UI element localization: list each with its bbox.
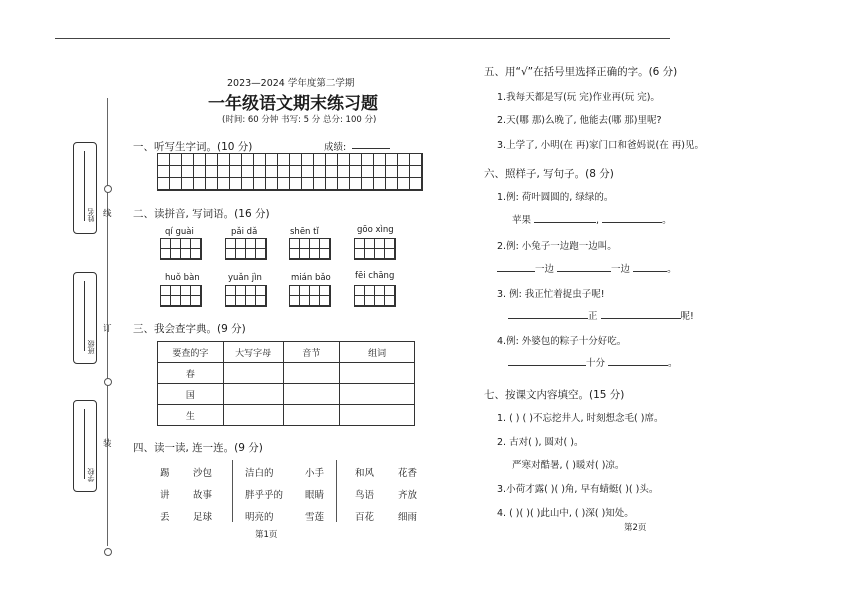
grid-cell[interactable] xyxy=(171,239,181,249)
grid-cell[interactable] xyxy=(326,178,338,190)
match-item[interactable]: 细雨 xyxy=(398,512,418,523)
grid-cell[interactable] xyxy=(410,166,422,178)
answer-cell[interactable] xyxy=(340,384,415,405)
grid-cell[interactable] xyxy=(236,239,246,249)
lookup-char: 国 xyxy=(158,384,224,405)
answer-blank[interactable] xyxy=(497,271,535,272)
grid-cell[interactable] xyxy=(161,296,171,306)
answer-blank[interactable] xyxy=(557,271,611,272)
grid-cell[interactable] xyxy=(206,154,218,166)
grid-cell[interactable] xyxy=(290,239,300,249)
name-label: 姓名 xyxy=(87,208,95,222)
grid-cell[interactable] xyxy=(226,249,236,259)
grid-cell[interactable] xyxy=(170,154,182,166)
grid-cell[interactable] xyxy=(181,239,191,249)
grid-cell[interactable] xyxy=(300,286,310,296)
grid-cell[interactable] xyxy=(374,178,386,190)
grid-cell[interactable] xyxy=(218,166,230,178)
answer-blank[interactable] xyxy=(534,222,596,223)
prompt-word: 一边 xyxy=(611,264,631,275)
match-item[interactable]: 踢 xyxy=(160,468,170,479)
grid-cell[interactable] xyxy=(310,286,320,296)
pinyin-answer-box[interactable] xyxy=(160,238,202,260)
pinyin-answer-box[interactable] xyxy=(354,285,396,307)
exam-meta: (时间: 60 分钟 书写: 5 分 总分: 100 分) xyxy=(222,115,377,125)
pinyin-answer-box[interactable] xyxy=(354,238,396,260)
match-item[interactable]: 胖乎乎的 xyxy=(245,490,284,501)
grid-cell[interactable] xyxy=(181,286,191,296)
grid-cell[interactable] xyxy=(314,178,326,190)
dictionary-table xyxy=(157,341,415,426)
grid-cell[interactable] xyxy=(218,154,230,166)
answer-line xyxy=(508,355,678,369)
match-item[interactable]: 丢 xyxy=(160,512,170,523)
grid-cell[interactable] xyxy=(310,296,320,306)
column-header: 要查的字 xyxy=(158,342,224,363)
match-item[interactable]: 故事 xyxy=(193,490,213,501)
grid-cell[interactable] xyxy=(365,286,375,296)
grid-cell[interactable] xyxy=(386,166,398,178)
punct: 。 xyxy=(662,215,672,226)
grid-cell[interactable] xyxy=(386,178,398,190)
grid-cell[interactable] xyxy=(206,166,218,178)
grid-cell[interactable] xyxy=(300,239,310,249)
grid-cell[interactable] xyxy=(374,166,386,178)
pinyin-answer-box[interactable] xyxy=(225,238,267,260)
grid-cell[interactable] xyxy=(355,249,365,259)
answer-cell[interactable] xyxy=(223,363,283,384)
grid-cell[interactable] xyxy=(375,296,385,306)
page-title: 一年级语文期末练习题 xyxy=(208,94,378,114)
grid-cell[interactable] xyxy=(242,154,254,166)
answer-cell[interactable] xyxy=(283,363,340,384)
grid-cell[interactable] xyxy=(355,286,365,296)
grid-cell[interactable] xyxy=(256,239,266,249)
prompt-word: 一边 xyxy=(535,264,555,275)
pinyin-label: qí guài xyxy=(165,227,194,237)
answer-cell[interactable] xyxy=(340,405,415,426)
pinyin-answer-box[interactable] xyxy=(225,285,267,307)
prompt-word: 正 xyxy=(588,311,598,322)
match-item[interactable]: 和风 xyxy=(355,468,375,479)
school-label: 学校 xyxy=(87,468,95,482)
grid-cell[interactable] xyxy=(290,154,302,166)
match-item[interactable]: 小手 xyxy=(305,468,325,479)
section-3-title: 三、我会查字典。(9 分) xyxy=(133,323,246,335)
grid-cell[interactable] xyxy=(350,154,362,166)
example-text: 4.例: 外婆包的粽子十分好吃。 xyxy=(497,336,627,347)
answer-cell[interactable] xyxy=(283,384,340,405)
punct: , xyxy=(596,215,600,226)
grid-cell[interactable] xyxy=(254,166,266,178)
question-text: 2. 古对( ), 圆对( )。 xyxy=(497,437,584,448)
dictation-grid[interactable] xyxy=(157,153,423,191)
grid-cell[interactable] xyxy=(362,154,374,166)
grid-cell[interactable] xyxy=(181,296,191,306)
binding-hole xyxy=(104,548,112,556)
grid-cell[interactable] xyxy=(320,286,330,296)
grid-cell[interactable] xyxy=(365,296,375,306)
grid-cell[interactable] xyxy=(226,286,236,296)
table-row xyxy=(158,363,415,384)
grid-cell[interactable] xyxy=(181,249,191,259)
grid-cell[interactable] xyxy=(246,239,256,249)
grid-cell[interactable] xyxy=(355,239,365,249)
grid-cell[interactable] xyxy=(170,166,182,178)
score-blank[interactable] xyxy=(352,148,390,149)
grid-cell[interactable] xyxy=(375,286,385,296)
grid-cell[interactable] xyxy=(236,296,246,306)
grid-cell[interactable] xyxy=(246,296,256,306)
pinyin-answer-box[interactable] xyxy=(289,238,331,260)
grid-cell[interactable] xyxy=(161,249,171,259)
match-item[interactable]: 洁白的 xyxy=(245,468,274,479)
question-text: 1. ( ) ( )不忘挖井人, 时刻想念毛( )席。 xyxy=(497,413,664,424)
grid-cell[interactable] xyxy=(254,178,266,190)
grid-cell[interactable] xyxy=(314,154,326,166)
grid-cell[interactable] xyxy=(385,249,395,259)
pinyin-label: pǎi dǎ xyxy=(231,227,258,237)
grid-cell[interactable] xyxy=(338,178,350,190)
grid-cell[interactable] xyxy=(355,296,365,306)
grid-cell[interactable] xyxy=(171,296,181,306)
grid-cell[interactable] xyxy=(410,154,422,166)
answer-cell[interactable] xyxy=(340,363,415,384)
answer-blank[interactable] xyxy=(633,271,667,272)
grid-cell[interactable] xyxy=(385,239,395,249)
binding-hole xyxy=(104,378,112,386)
match-item[interactable]: 明亮的 xyxy=(245,512,274,523)
grid-cell[interactable] xyxy=(191,249,201,259)
pinyin-label: yuǎn jìn xyxy=(228,273,262,283)
answer-cell[interactable] xyxy=(223,384,283,405)
grid-cell[interactable] xyxy=(398,154,410,166)
grid-cell[interactable] xyxy=(206,178,218,190)
grid-cell[interactable] xyxy=(182,166,194,178)
grid-cell[interactable] xyxy=(242,166,254,178)
grid-cell[interactable] xyxy=(290,296,300,306)
match-item[interactable]: 足球 xyxy=(193,512,213,523)
page-number-2: 第2页 xyxy=(624,523,647,533)
match-item[interactable]: 花香 xyxy=(398,468,418,479)
grid-cell[interactable] xyxy=(290,178,302,190)
grid-cell[interactable] xyxy=(226,239,236,249)
grid-cell[interactable] xyxy=(266,166,278,178)
lookup-char: 生 xyxy=(158,405,224,426)
grid-cell[interactable] xyxy=(310,239,320,249)
section-2-title: 二、读拼音, 写词语。(16 分) xyxy=(133,208,270,220)
grid-cell[interactable] xyxy=(194,154,206,166)
lookup-char: 春 xyxy=(158,363,224,384)
match-item[interactable]: 齐放 xyxy=(398,490,418,501)
punct: 。 xyxy=(668,358,678,369)
pinyin-label: huǒ bàn xyxy=(165,273,200,283)
grid-cell[interactable] xyxy=(385,296,395,306)
term-label: 2023—2024 学年度第二学期 xyxy=(227,78,355,89)
column-header: 组词 xyxy=(340,342,415,363)
grid-cell[interactable] xyxy=(320,296,330,306)
pinyin-label: fēi chāng xyxy=(355,271,395,281)
grid-cell[interactable] xyxy=(338,166,350,178)
match-item[interactable]: 鸟语 xyxy=(355,490,375,501)
grid-cell[interactable] xyxy=(161,239,171,249)
grid-cell[interactable] xyxy=(158,178,170,190)
pinyin-answer-box[interactable] xyxy=(289,285,331,307)
grid-cell[interactable] xyxy=(374,154,386,166)
grid-cell[interactable] xyxy=(310,249,320,259)
grid-cell[interactable] xyxy=(226,296,236,306)
grid-cell[interactable] xyxy=(326,166,338,178)
grid-cell[interactable] xyxy=(326,154,338,166)
grid-cell[interactable] xyxy=(256,296,266,306)
grid-cell[interactable] xyxy=(302,154,314,166)
answer-blank[interactable] xyxy=(508,365,586,366)
grid-cell[interactable] xyxy=(266,178,278,190)
column-header: 大写字母 xyxy=(223,342,283,363)
grid-cell[interactable] xyxy=(350,178,362,190)
grid-cell[interactable] xyxy=(191,286,201,296)
grid-cell[interactable] xyxy=(230,178,242,190)
grid-cell[interactable] xyxy=(171,249,181,259)
prompt-word: 十分 xyxy=(586,358,606,369)
question-text: 3.小荷才露( )( )角, 早有蜻蜓( )( )头。 xyxy=(497,484,659,495)
column-header: 音节 xyxy=(283,342,340,363)
answer-blank[interactable] xyxy=(608,365,668,366)
grid-cell[interactable] xyxy=(365,249,375,259)
grid-cell[interactable] xyxy=(386,154,398,166)
grid-cell[interactable] xyxy=(350,166,362,178)
binding-mark: 订 xyxy=(103,324,112,334)
grid-cell[interactable] xyxy=(230,154,242,166)
grid-cell[interactable] xyxy=(158,154,170,166)
grid-cell[interactable] xyxy=(398,178,410,190)
grid-cell[interactable] xyxy=(161,286,171,296)
column-divider xyxy=(336,460,337,522)
score-label: 成绩: xyxy=(324,142,347,153)
match-item[interactable]: 百花 xyxy=(355,512,375,523)
answer-cell[interactable] xyxy=(283,405,340,426)
class-label: 班级 xyxy=(87,340,95,354)
grid-cell[interactable] xyxy=(242,178,254,190)
question-text: 3.上学了, 小明(在 再)家门口和爸妈说(在 再)见。 xyxy=(497,140,704,151)
question-text: 1.我每天都是写(玩 完)作业再(玩 完)。 xyxy=(497,92,660,103)
grid-cell[interactable] xyxy=(365,239,375,249)
grid-cell[interactable] xyxy=(362,178,374,190)
answer-line xyxy=(497,261,677,275)
punct: 。 xyxy=(667,264,677,275)
question-text: 2.天(哪 那)么晚了, 他能去(哪 那)里呢? xyxy=(497,115,662,126)
grid-cell[interactable] xyxy=(290,249,300,259)
grid-cell[interactable] xyxy=(278,154,290,166)
binding-mark: 线 xyxy=(103,209,112,219)
table-row xyxy=(158,384,415,405)
grid-cell[interactable] xyxy=(254,154,266,166)
grid-cell[interactable] xyxy=(385,286,395,296)
table-row xyxy=(158,405,415,426)
answer-blank[interactable] xyxy=(601,318,681,319)
grid-cell[interactable] xyxy=(320,249,330,259)
example-text: 3. 例: 我正忙着捉虫子呢! xyxy=(497,289,605,300)
grid-cell[interactable] xyxy=(194,178,206,190)
grid-cell[interactable] xyxy=(256,249,266,259)
binding-hole xyxy=(104,185,112,193)
grid-cell[interactable] xyxy=(171,286,181,296)
grid-cell[interactable] xyxy=(362,166,374,178)
top-border-line xyxy=(55,38,670,39)
section-7-title: 七、按课文内容填空。(15 分) xyxy=(484,389,625,401)
grid-cell[interactable] xyxy=(246,249,256,259)
grid-cell[interactable] xyxy=(338,154,350,166)
grid-cell[interactable] xyxy=(266,154,278,166)
pinyin-label: shēn tǐ xyxy=(290,227,319,237)
example-text: 1.例: 荷叶圆圆的, 绿绿的。 xyxy=(497,192,614,203)
grid-cell[interactable] xyxy=(256,286,266,296)
grid-cell[interactable] xyxy=(194,166,206,178)
match-item[interactable]: 沙包 xyxy=(193,468,213,479)
grid-cell[interactable] xyxy=(246,286,256,296)
grid-cell[interactable] xyxy=(278,166,290,178)
grid-cell[interactable] xyxy=(191,296,201,306)
column-divider xyxy=(232,460,233,522)
grid-cell[interactable] xyxy=(314,166,326,178)
grid-cell[interactable] xyxy=(158,166,170,178)
grid-cell[interactable] xyxy=(302,178,314,190)
question-text: 4. ( )( )( )此山中, ( )深( )知处。 xyxy=(497,508,634,519)
grid-cell[interactable] xyxy=(230,166,242,178)
answer-blank[interactable] xyxy=(508,318,588,319)
grid-cell[interactable] xyxy=(236,286,246,296)
grid-cell[interactable] xyxy=(302,166,314,178)
question-text: 严寒对酷暑, ( )暖对( )凉。 xyxy=(512,460,625,471)
punct: 呢! xyxy=(680,311,694,322)
grid-cell[interactable] xyxy=(191,239,201,249)
grid-cell[interactable] xyxy=(182,178,194,190)
grid-cell[interactable] xyxy=(375,239,385,249)
answer-line xyxy=(508,308,694,322)
grid-cell[interactable] xyxy=(290,166,302,178)
table-header-row xyxy=(158,342,415,363)
page-number-1: 第1页 xyxy=(255,530,278,540)
grid-cell[interactable] xyxy=(278,178,290,190)
grid-cell[interactable] xyxy=(236,249,246,259)
match-item[interactable]: 雪莲 xyxy=(305,512,325,523)
example-text: 2.例: 小兔子一边跑一边叫。 xyxy=(497,241,617,252)
grid-cell[interactable] xyxy=(300,296,310,306)
grid-cell[interactable] xyxy=(290,286,300,296)
grid-cell[interactable] xyxy=(375,249,385,259)
match-item[interactable]: 眼睛 xyxy=(305,490,325,501)
binding-mark: 装 xyxy=(103,439,112,449)
grid-cell[interactable] xyxy=(320,239,330,249)
section-4-title: 四、读一读, 连一连。(9 分) xyxy=(133,442,263,454)
prompt-word: 苹果 xyxy=(512,215,532,226)
answer-line xyxy=(512,212,672,226)
answer-blank[interactable] xyxy=(602,222,662,223)
grid-cell[interactable] xyxy=(182,154,194,166)
answer-cell[interactable] xyxy=(223,405,283,426)
grid-cell[interactable] xyxy=(398,166,410,178)
grid-cell[interactable] xyxy=(218,178,230,190)
section-5-title: 五、用“√”在括号里选择正确的字。(6 分) xyxy=(484,66,678,78)
pinyin-label: mián bǎo xyxy=(291,273,331,283)
section-6-title: 六、照样子, 写句子。(8 分) xyxy=(484,168,614,180)
section-1-title: 一、听写生字词。(10 分) xyxy=(133,141,253,153)
grid-cell[interactable] xyxy=(410,178,422,190)
grid-cell[interactable] xyxy=(170,178,182,190)
grid-cell[interactable] xyxy=(300,249,310,259)
pinyin-answer-box[interactable] xyxy=(160,285,202,307)
pinyin-label: gōo xìng xyxy=(357,225,394,235)
match-item[interactable]: 讲 xyxy=(160,490,170,501)
